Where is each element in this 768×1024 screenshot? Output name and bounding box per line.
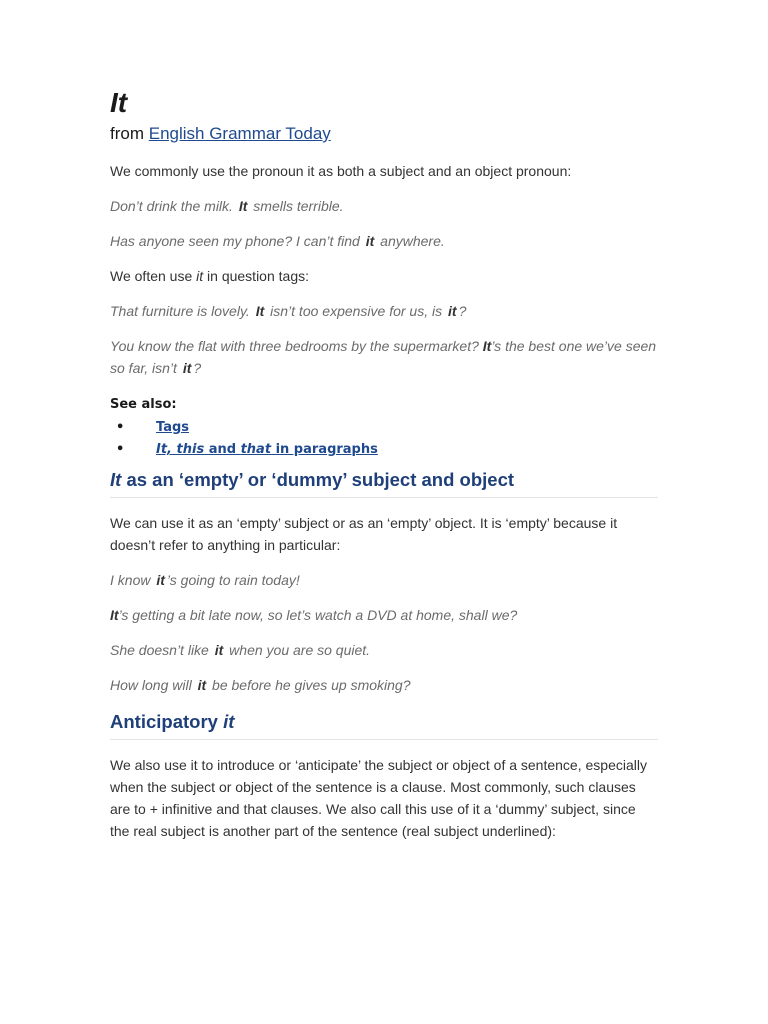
page-title: It — [110, 87, 128, 118]
example-keyword: it — [197, 677, 207, 693]
see-also-heading: See also: — [110, 397, 177, 412]
example-text: when you are so quiet. — [225, 642, 371, 658]
link-keyword: that — [240, 442, 272, 457]
paragraph-text: We often use — [110, 268, 197, 284]
link-text: and — [204, 442, 241, 457]
example-sentence — [110, 195, 658, 217]
heading-text: Anticipatory — [110, 711, 224, 732]
section2-paragraph — [110, 754, 658, 842]
example-text: ’s going to rain today! — [166, 572, 300, 588]
source-prefix: from — [110, 124, 144, 143]
example-keyword: It — [110, 607, 119, 623]
example-keyword: it — [448, 303, 457, 319]
see-also-link-tags[interactable]: Tags — [156, 420, 190, 435]
tags-paragraph — [110, 265, 658, 287]
see-also-link-it-this-that[interactable] — [156, 442, 378, 457]
example-keyword: It — [482, 338, 492, 354]
example-text: ’s getting a bit late now, so let’s watch a DVD at home, shall we? — [118, 607, 518, 623]
example-keyword: It — [238, 198, 248, 214]
see-also-list — [110, 417, 658, 461]
source-link[interactable]: English Grammar Today — [148, 124, 331, 143]
example-text: You know the flat with three bedrooms by the supermarket? — [110, 338, 483, 354]
bullet-icon: • — [116, 442, 125, 457]
section1-paragraph — [110, 512, 658, 556]
example-sentence — [110, 300, 658, 322]
see-also-item — [110, 417, 658, 439]
paragraph-text: in question tags: — [203, 268, 309, 284]
bullet-icon: • — [116, 420, 125, 435]
example-sentence — [110, 230, 658, 252]
example-text: She doesn’t like — [110, 642, 213, 658]
heading-keyword: it — [223, 711, 235, 732]
link-keyword: It, this — [156, 442, 205, 457]
source-line — [110, 122, 658, 146]
example-keyword: it — [365, 233, 375, 249]
example-text: smells terrible. — [249, 198, 344, 214]
example-text: ? — [458, 303, 467, 319]
example-keyword: It — [255, 303, 265, 319]
example-text: be before he gives up smoking? — [208, 677, 411, 693]
example-keyword: it — [182, 360, 192, 376]
intro-paragraph — [110, 160, 658, 182]
link-text: in paragraphs — [271, 442, 378, 457]
example-sentence — [110, 604, 658, 626]
example-text: anywhere. — [376, 233, 445, 249]
see-also-item — [110, 439, 658, 461]
example-text: How long will — [110, 677, 196, 693]
example-text: Don’t drink the milk. — [110, 198, 237, 214]
heading-keyword: It — [110, 469, 122, 490]
example-text: ? — [193, 360, 202, 376]
example-keyword: it — [156, 572, 165, 588]
example-text: Has anyone seen my phone? I can’t find — [110, 233, 364, 249]
intro-text: We commonly use the pronoun it as both a subject and an object pronoun: — [110, 163, 572, 179]
paragraph-text: We can use it as an ‘empty’ subject or as an ‘empty’ object. It is ‘empty’ because it doesn’t refer to anything in particular: — [110, 515, 618, 553]
paragraph-keyword: it — [196, 268, 204, 284]
example-text: That furniture is lovely. — [110, 303, 254, 319]
example-text: ’s the best one we’ve seen so far, isn’t — [110, 338, 657, 376]
heading-text: as an ‘empty’ or ‘dummy’ subject and object — [121, 469, 515, 490]
example-sentence — [110, 639, 658, 661]
example-sentence — [110, 569, 658, 591]
section-heading-anticipatory-it — [110, 709, 658, 740]
example-text: isn’t too expensive for us, is — [266, 303, 447, 319]
paragraph-text: We also use it to introduce or ‘anticipate’ the subject or object of a sentence, especially when the subject or object of the sentence is a clause. Most commonly, such clauses are to + infinitive and that clauses. We also call this use of it a ‘dummy’ subject, since the real subject is another part of the sentence (real subject underlined): — [110, 757, 647, 839]
example-text: I know — [110, 572, 155, 588]
example-sentence — [110, 674, 658, 696]
example-keyword: it — [214, 642, 224, 658]
article — [110, 84, 658, 855]
example-sentence — [110, 335, 658, 379]
section-heading-empty-subject — [110, 467, 658, 498]
